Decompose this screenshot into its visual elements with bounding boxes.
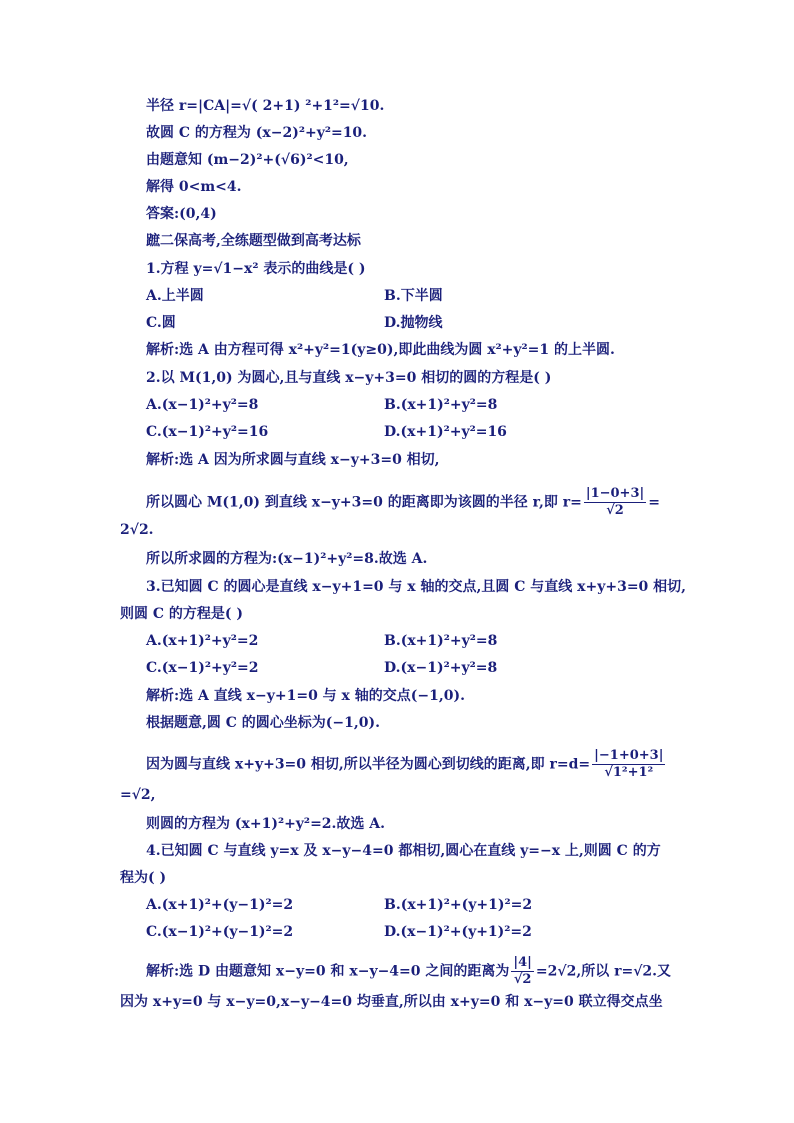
text-segment: =2√2,所以 r=√2.又: [535, 963, 672, 980]
fraction-denominator: √2: [513, 972, 532, 987]
analysis-3-line-3: [146, 748, 667, 781]
section-heading: 蹠二保高考,全练题型做到高考达标: [146, 233, 361, 249]
option-d: D.(x−1)²+(y+1)²=2: [384, 924, 532, 940]
option-d: D.(x+1)²+y²=16: [384, 424, 507, 440]
fraction-numerator: |4|: [513, 955, 532, 970]
question-2: 2.以 M(1,0) 为圆心,且与直线 x−y+3=0 相切的圆的方程是( ): [146, 370, 552, 386]
fraction: [592, 748, 665, 781]
question-4: 4.已知圆 C 与直线 y=x 及 x−y−4=0 都相切,圆心在直线 y=−x 上,则圆 C 的方: [146, 843, 661, 859]
text-segment: 解析:选 D 由题意知 x−y=0 和 x−y−4=0 之间的距离为: [146, 963, 510, 980]
analysis-1: 解析:选 A 由方程可得 x²+y²=1(y≥0),即此曲线为圆 x²+y²=1 的上半圆.: [146, 342, 615, 358]
option-a: A.(x+1)²+y²=2: [146, 633, 259, 649]
text-line: 答案:(0,4): [146, 206, 217, 222]
option-c: C.(x−1)²+y²=2: [146, 660, 259, 676]
option-d: D.抛物线: [384, 315, 443, 331]
text-line: 则圆的方程为 (x+1)²+y²=2.故选 A.: [146, 816, 386, 832]
question-4-cont: 程为( ): [120, 870, 167, 886]
text-line: 由题意知 (m−2)²+(√6)²<10,: [146, 152, 349, 168]
analysis-4: [146, 955, 671, 988]
analysis-3: 解析:选 A 直线 x−y+1=0 与 x 轴的交点(−1,0).: [146, 688, 465, 704]
text-line: 根据题意,圆 C 的圆心坐标为(−1,0).: [146, 715, 380, 731]
fraction-denominator: √1²+1²: [604, 765, 654, 780]
option-b: B.下半圆: [384, 288, 443, 304]
option-c: C.圆: [146, 315, 176, 331]
question-3-cont: 则圆 C 的方程是( ): [120, 606, 244, 622]
option-c: C.(x−1)²+(y−1)²=2: [146, 924, 294, 940]
option-a: A.上半圆: [146, 288, 204, 304]
fraction-numerator: |−1+0+3|: [594, 748, 664, 763]
text-line: 2√2.: [120, 522, 154, 538]
text-line: 解得 0<m<4.: [146, 179, 242, 195]
text-line: 因为 x+y=0 与 x−y=0,x−y−4=0 均垂直,所以由 x+y=0 和 x−y=0 联立得交点坐: [120, 994, 663, 1010]
option-c: C.(x−1)²+y²=16: [146, 424, 269, 440]
text-line: =√2,: [120, 787, 156, 803]
fraction-numerator: |1−0+3|: [585, 486, 645, 501]
text-segment: 因为圆与直线 x+y+3=0 相切,所以半径为圆心到切线的距离,即 r=d=: [146, 756, 591, 773]
text-segment: =: [648, 494, 660, 511]
analysis-2-line-2: [146, 486, 660, 519]
text-segment: 所以圆心 M(1,0) 到直线 x−y+3=0 的距离即为该圆的半径 r,即 r=: [146, 494, 582, 511]
option-b: B.(x+1)²+(y+1)²=2: [384, 897, 533, 913]
text-line: 所以所求圆的方程为:(x−1)²+y²=8.故选 A.: [146, 551, 428, 567]
fraction: [511, 955, 534, 988]
fraction-denominator: √2: [606, 503, 624, 518]
fraction: [584, 486, 646, 519]
option-d: D.(x−1)²+y²=8: [384, 660, 498, 676]
analysis-2: 解析:选 A 因为所求圆与直线 x−y+3=0 相切,: [146, 452, 440, 468]
option-a: A.(x+1)²+(y−1)²=2: [146, 897, 294, 913]
text-line: 故圆 C 的方程为 (x−2)²+y²=10.: [146, 125, 368, 141]
option-b: B.(x+1)²+y²=8: [384, 397, 498, 413]
text-line: 半径 r=|CA|=√( 2+1) ²+1²=√10.: [146, 98, 385, 114]
option-a: A.(x−1)²+y²=8: [146, 397, 259, 413]
question-1: 1.方程 y=√1−x² 表示的曲线是( ): [146, 261, 366, 277]
question-3: 3.已知圆 C 的圆心是直线 x−y+1=0 与 x 轴的交点,且圆 C 与直线 x+y+3=0 相切,: [146, 579, 687, 595]
option-b: B.(x+1)²+y²=8: [384, 633, 498, 649]
